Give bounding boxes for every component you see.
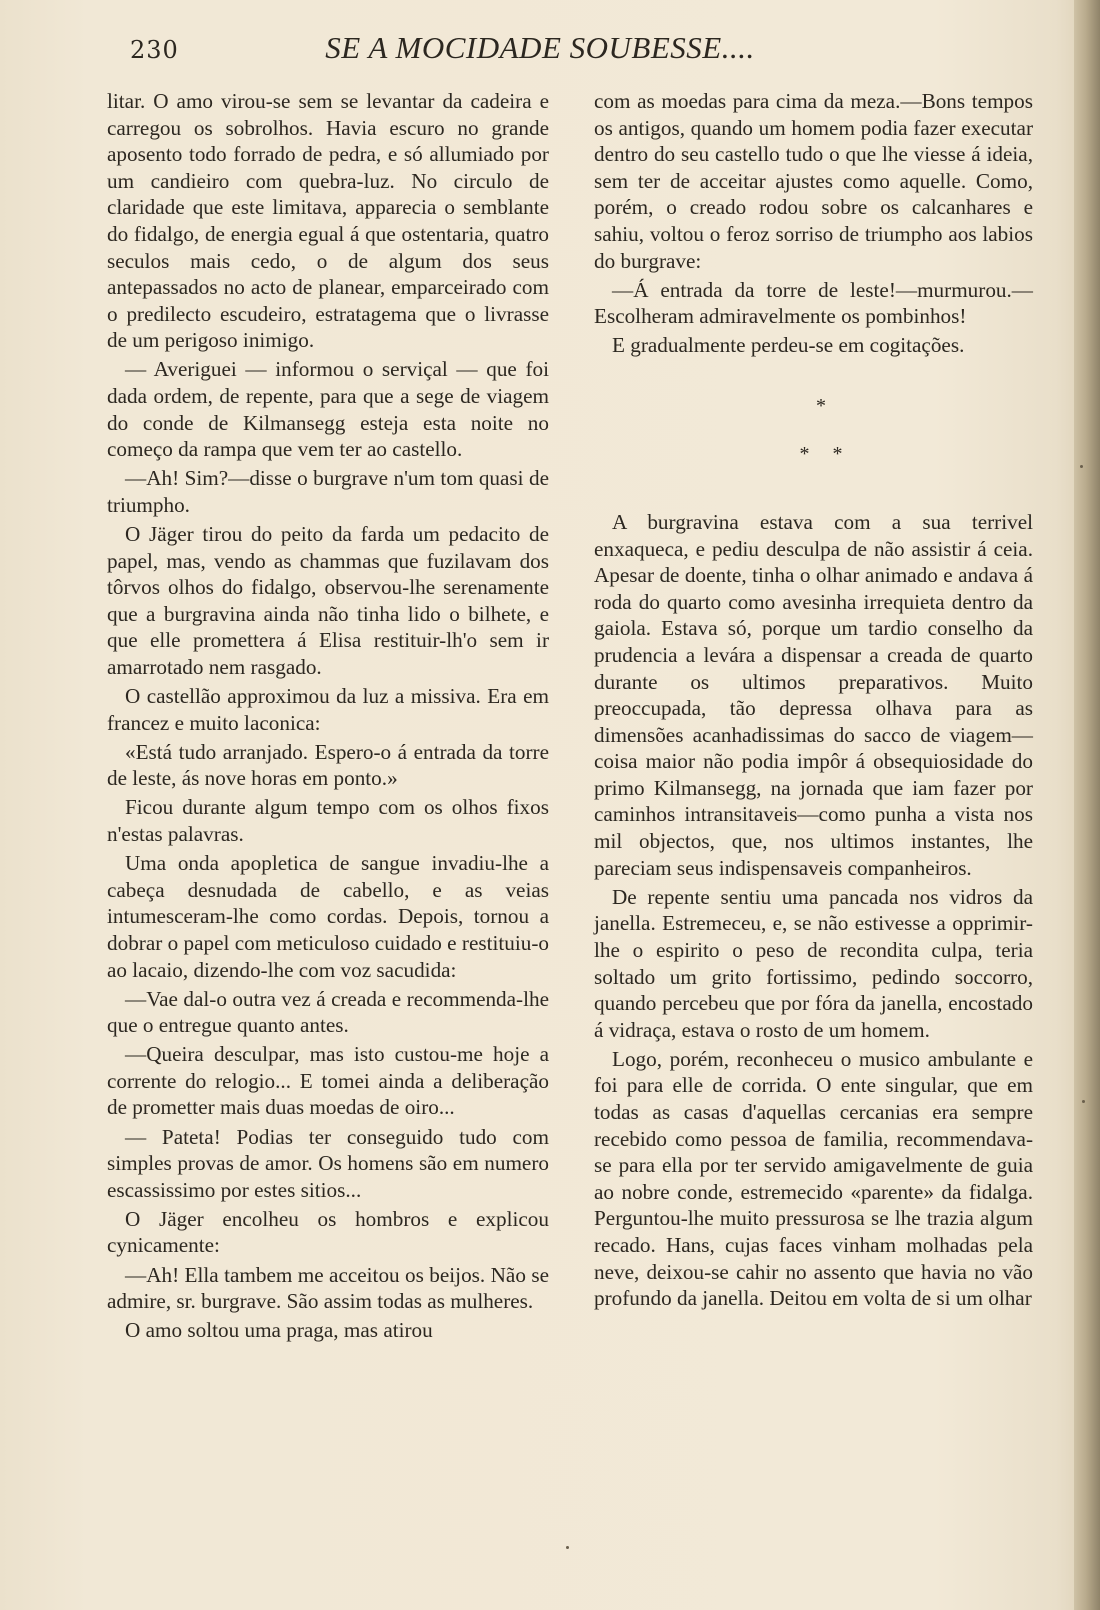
paragraph: A burgravina estava com a sua terrivel enxaqueca, e pediu desculpa de não assistir á ceia. Apesar de doente, tinha o olhar animado e andava á roda do quarto como avesinha irrequieta dentro da gaiola. Estava só, porque um tardio conselho da prudencia a levára a dispensar a creada de quarto durante os ultimos preparativos. Muito preoccupada, tão depressa olhava para as dimensões acanhadissimas do sacco de viagem—coisa maior não podia impôr á obsequiosidade do primo Kilmansegg, na jornada que iam fazer por caminhos intransitaveis—como punha a vista nos mil objectos, que, nos ultimos instantes, lhe pareciam seus indispensaveis companheiros. [594, 509, 1033, 880]
paragraph: Uma onda apopletica de sangue invadiu-lhe a cabeça desnudada de cabello, e as veias intumesceram-lhe como cordas. Depois, tornou a dobrar o papel com meticuloso cuidado e restituiu-o ao lacaio, dizendo-lhe com voz sacudida: [107, 851, 549, 982]
page-edge-shadow [1074, 0, 1100, 1610]
paragraph: O castellão approximou da luz a missiva. Era em francez e muito laconica: [107, 684, 549, 735]
paragraph: E gradualmente perdeu-se em cogitações. [612, 333, 965, 358]
paragraph: — Averiguei — informou o serviçal — que foi dada ordem, de repente, para que a sege de viagem do conde de Kilmansegg esteja esta noite no começo da rampa que vem ter ao castello. [107, 357, 549, 462]
paragraph: —Queira desculpar, mas isto custou-me hoje a corrente do relogio... E tomei ainda a deliberação de prometter mais duas moedas de oiro... [107, 1042, 549, 1120]
paragraph: —Ah! Sim?—disse o burgrave n'um tom quasi de triumpho. [107, 466, 549, 517]
paragraph: —Ah! Ella tambem me acceitou os beijos. Não se admire, sr. burgrave. São assim todas as mulheres. [107, 1262, 549, 1314]
section-break [594, 393, 1033, 467]
paragraph: litar. O amo virou-se sem se levantar da cadeira e carregou os sobrolhos. Havia escuro no grande aposento todo forrado de pedra, e só allumiado por um candieiro com quebra-luz. No circulo de claridade que este limitava, apparecia o semblante do fidalgo, de energia egual á que ostentaria, quatro seculos mais cedo, o de algum dos seus antepassados no acto de planear, emparceirado com o predilecto escudeiro, estratagema que o livrasse de um perigoso inimigo. [107, 89, 549, 353]
paragraph: De repente sentiu uma pancada nos vidros da janella. Estremeceu, e, se não estivesse a opprimir-lhe o espirito o peso de recondita culpa, teria soltado um grito fortissimo, pedindo soccorro, quando percebeu que por fóra da janella, encostado á vidraça, estava o rosto de um homem. [594, 884, 1033, 1042]
section-break-star: * [816, 394, 826, 417]
section-break-stars: * * [799, 442, 843, 465]
running-title: SE A MOCIDADE SOUBESSE.... [325, 30, 755, 65]
paragraph: — Pateta! Podias ter conseguido tudo com simples provas de amor. Os homens são em numero escassissimo por estes sitios... [107, 1124, 549, 1202]
paragraph: —Vae dal-o outra vez á creada e recommenda-lhe que o entregue quanto antes. [107, 986, 549, 1038]
right-column [594, 88, 1033, 1314]
paragraph: O Jäger tirou do peito da farda um pedacito de papel, mas, vendo as chammas que fuzilavam dos tôrvos olhos do fidalgo, observou-lhe serenamente que a burgravina ainda não tinha lido o bilhete, e que elle promettera á Elisa restituir-lh'o sem ir amarrotado nem rasgado. [107, 522, 549, 679]
paper-speck [1082, 1100, 1085, 1103]
paper-speck [566, 1546, 569, 1549]
page-number: 230 [130, 36, 179, 64]
paragraph: —Á entrada da torre de leste!—murmurou.—Escolheram admiravelmente os pombinhos! [594, 277, 1033, 329]
left-column [107, 88, 549, 1346]
paragraph: O amo soltou uma praga, mas atirou [125, 1318, 433, 1343]
paragraph: com as moedas para cima da meza.—Bons tempos os antigos, quando um homem podia fazer executar dentro do seu castello tudo o que lhe viesse á ideia, sem ter de acceitar ajustes como aquelle. Como, porém, o creado rodou sobre os calcanhares e sahiu, voltou o feroz sorriso de triumpho aos labios do burgrave: [594, 89, 1033, 273]
paper-speck [1080, 465, 1083, 468]
paragraph: «Está tudo arranjado. Espero-o á entrada da torre de leste, ás nove horas em ponto.» [107, 739, 549, 791]
page-header [130, 30, 950, 76]
section-gap [594, 467, 1033, 509]
paragraph: O Jäger encolheu os hombros e explicou cynicamente: [107, 1206, 549, 1258]
paragraph: Logo, porém, reconheceu o musico ambulante e foi para elle de corrida. O ente singular, que em todas as casas d'aquellas cercanias era sempre recebido como pessoa de familia, recommendava-se para ella por ter servido amigavelmente de guia ao nobre conde, estremecido «parente» da fidalga. Perguntou-lhe muito pressurosa se lhe trazia algum recado. Hans, cujas faces vinham molhadas pela neve, deixou-se cahir no assento que havia no vão profundo da janella. Deitou em volta de si um olhar [594, 1046, 1033, 1311]
paragraph: Ficou durante algum tempo com os olhos fixos n'estas palavras. [107, 795, 549, 847]
